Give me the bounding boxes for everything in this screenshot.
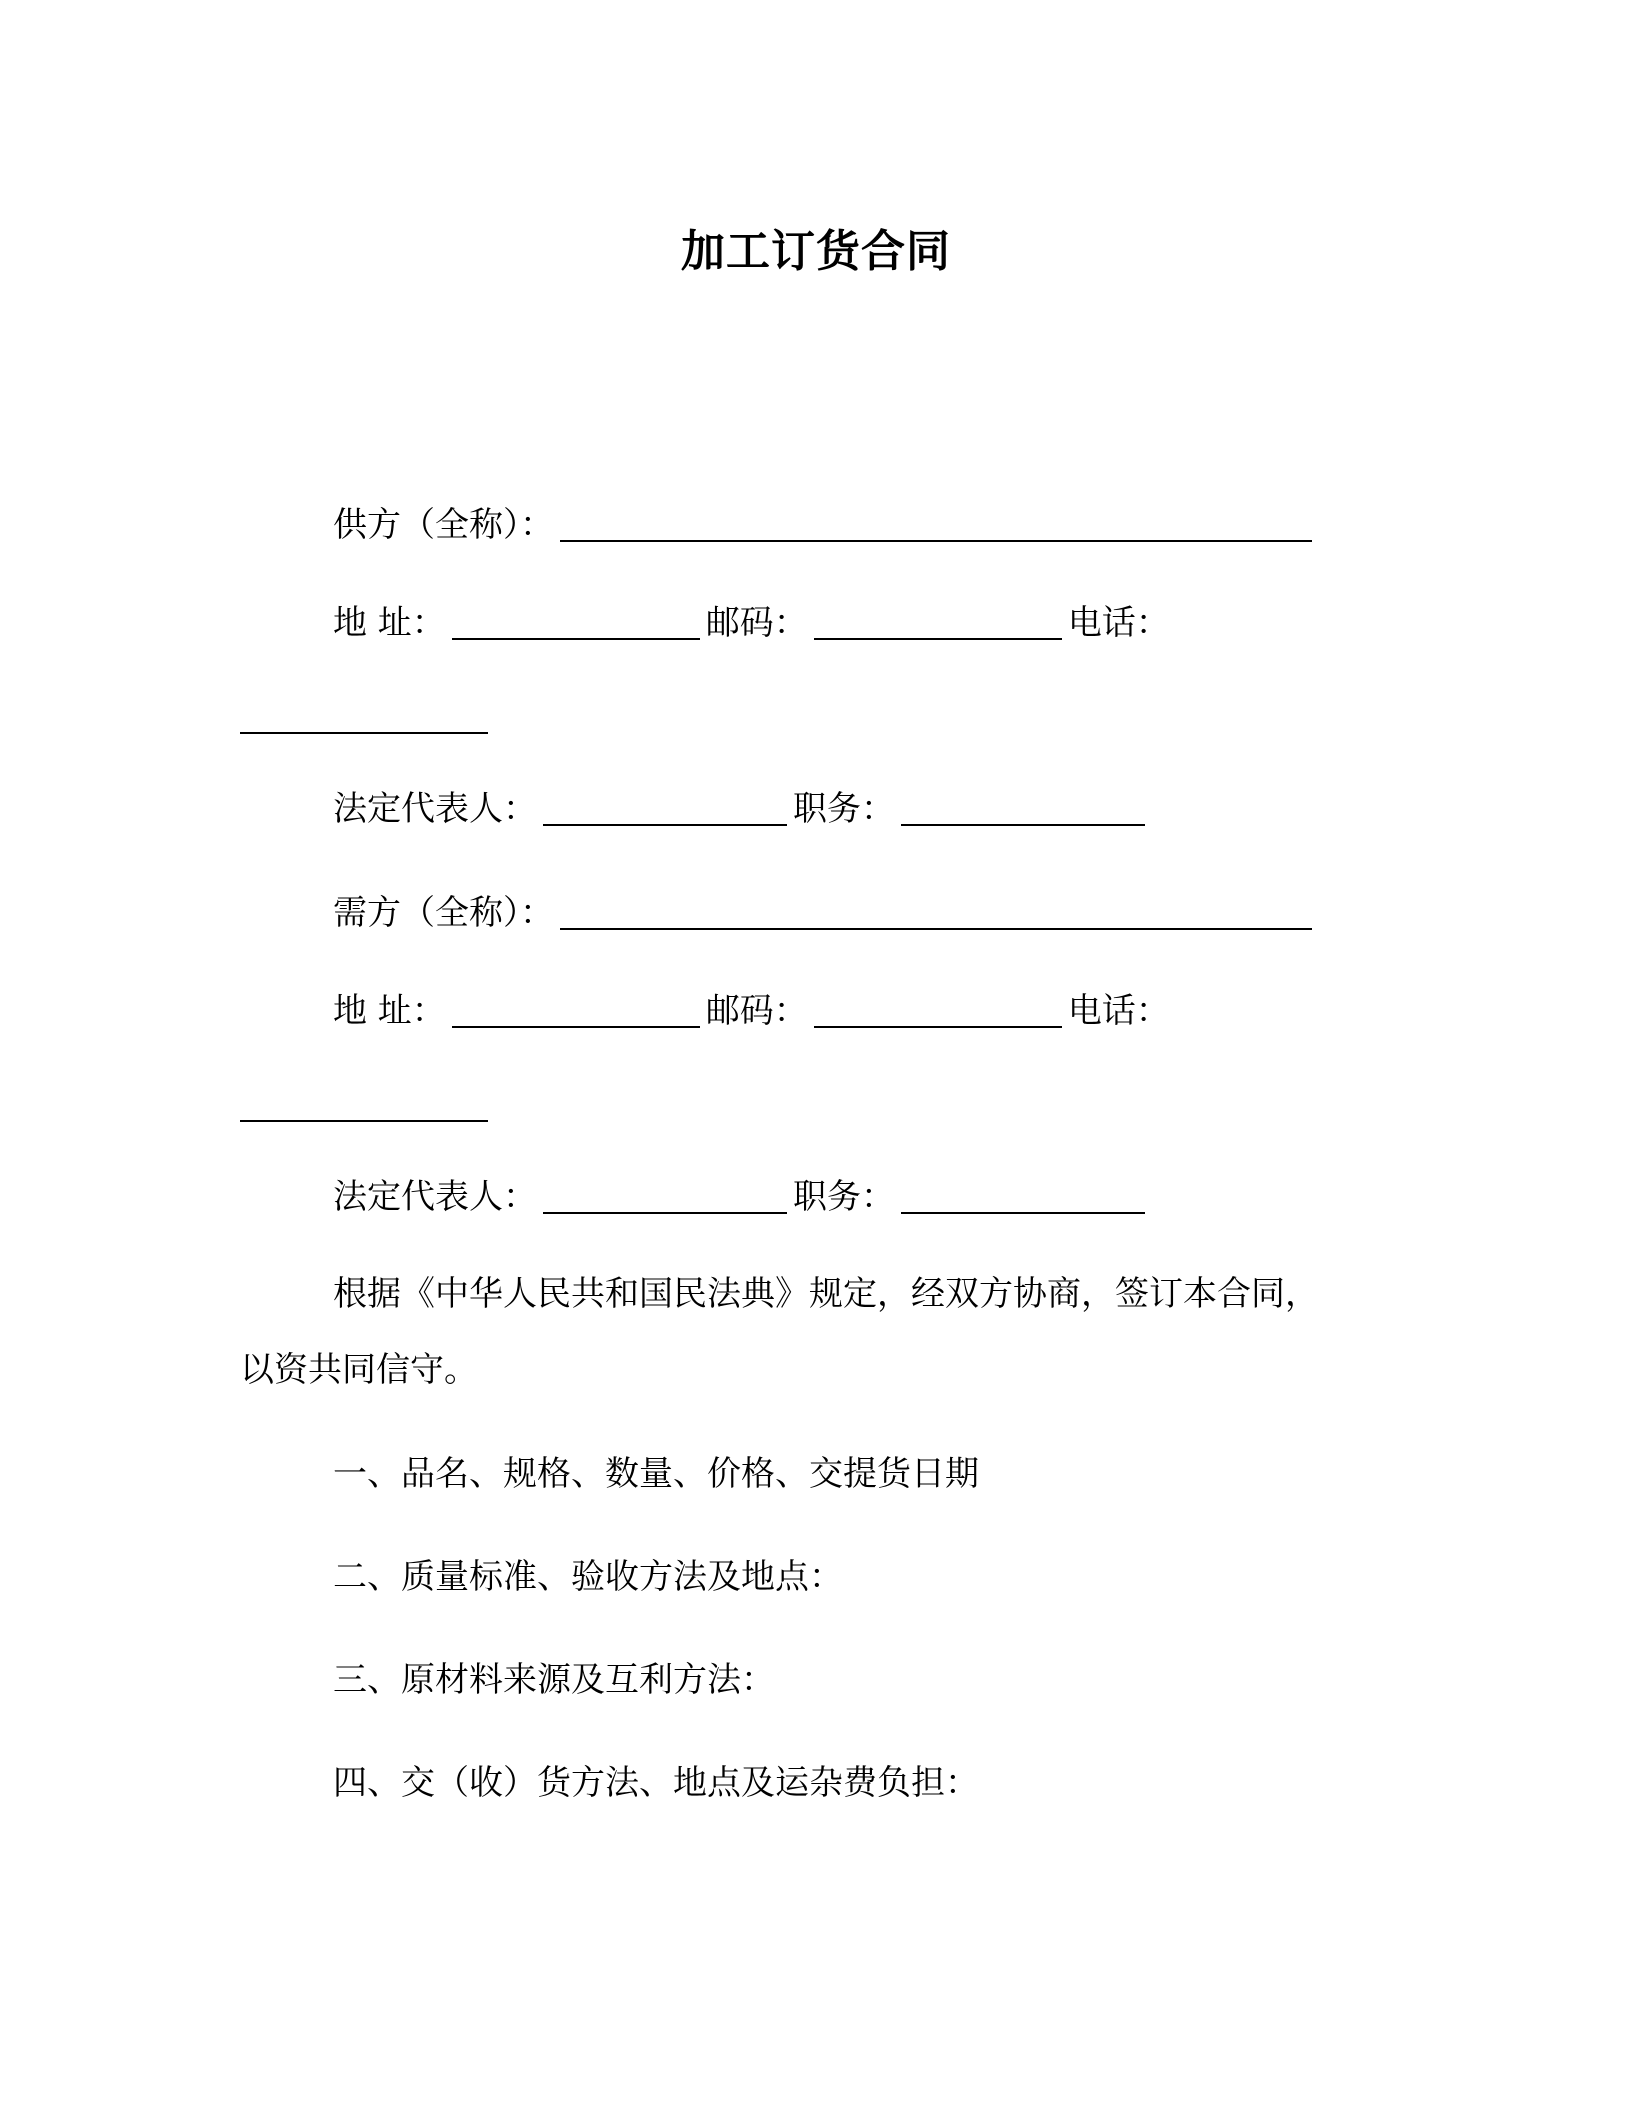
section-heading: 一、品名、规格、数量、价格、交提货日期 [333,1454,979,1494]
supplier-name-label: 供方（全称）： [333,505,554,545]
supplier-postcode-label: 邮码： [705,603,808,643]
buyer-rep-line [333,1170,1151,1221]
buyer-address-blank [452,990,700,1028]
preamble-line-1: 根据《中华人民共和国民法典》规定，经双方协商，签订本合同， [333,1274,1319,1314]
buyer-name-line [333,886,1318,937]
buyer-phone-line [240,1078,494,1129]
buyer-position-blank [901,1176,1145,1214]
buyer-position-label: 职务： [793,1177,895,1217]
buyer-phone-blank [240,1084,488,1122]
page-title: 加工订货合同 [681,226,951,277]
buyer-address-label: 地 址： [333,991,446,1031]
section-heading: 二、质量标准、验收方法及地点： [333,1557,843,1597]
supplier-address-blank [452,602,700,640]
buyer-address-line [333,984,1170,1035]
supplier-phone-blank [240,696,488,734]
supplier-address-label: 地 址： [333,603,446,643]
buyer-postcode-blank [814,990,1062,1028]
buyer-rep-blank [543,1176,787,1214]
supplier-name-line [333,498,1318,549]
supplier-position-blank [901,788,1145,826]
preamble-line-2: 以资共同信守。 [240,1350,478,1390]
supplier-rep-blank [543,788,787,826]
section-heading: 三、原材料来源及互利方法： [333,1660,775,1700]
supplier-rep-label: 法定代表人： [333,789,537,829]
supplier-address-line [333,596,1170,647]
supplier-phone-line [240,690,494,741]
supplier-name-blank [560,504,1312,542]
supplier-phone-label: 电话： [1067,603,1170,643]
supplier-rep-line [333,782,1151,833]
supplier-position-label: 职务： [793,789,895,829]
buyer-phone-label: 电话： [1067,991,1170,1031]
section-heading: 四、交（收）货方法、地点及运杂费负担： [333,1763,979,1803]
buyer-name-label: 需方（全称）： [333,893,554,933]
buyer-name-blank [560,892,1312,930]
buyer-postcode-label: 邮码： [705,991,808,1031]
supplier-postcode-blank [814,602,1062,640]
buyer-rep-label: 法定代表人： [333,1177,537,1217]
